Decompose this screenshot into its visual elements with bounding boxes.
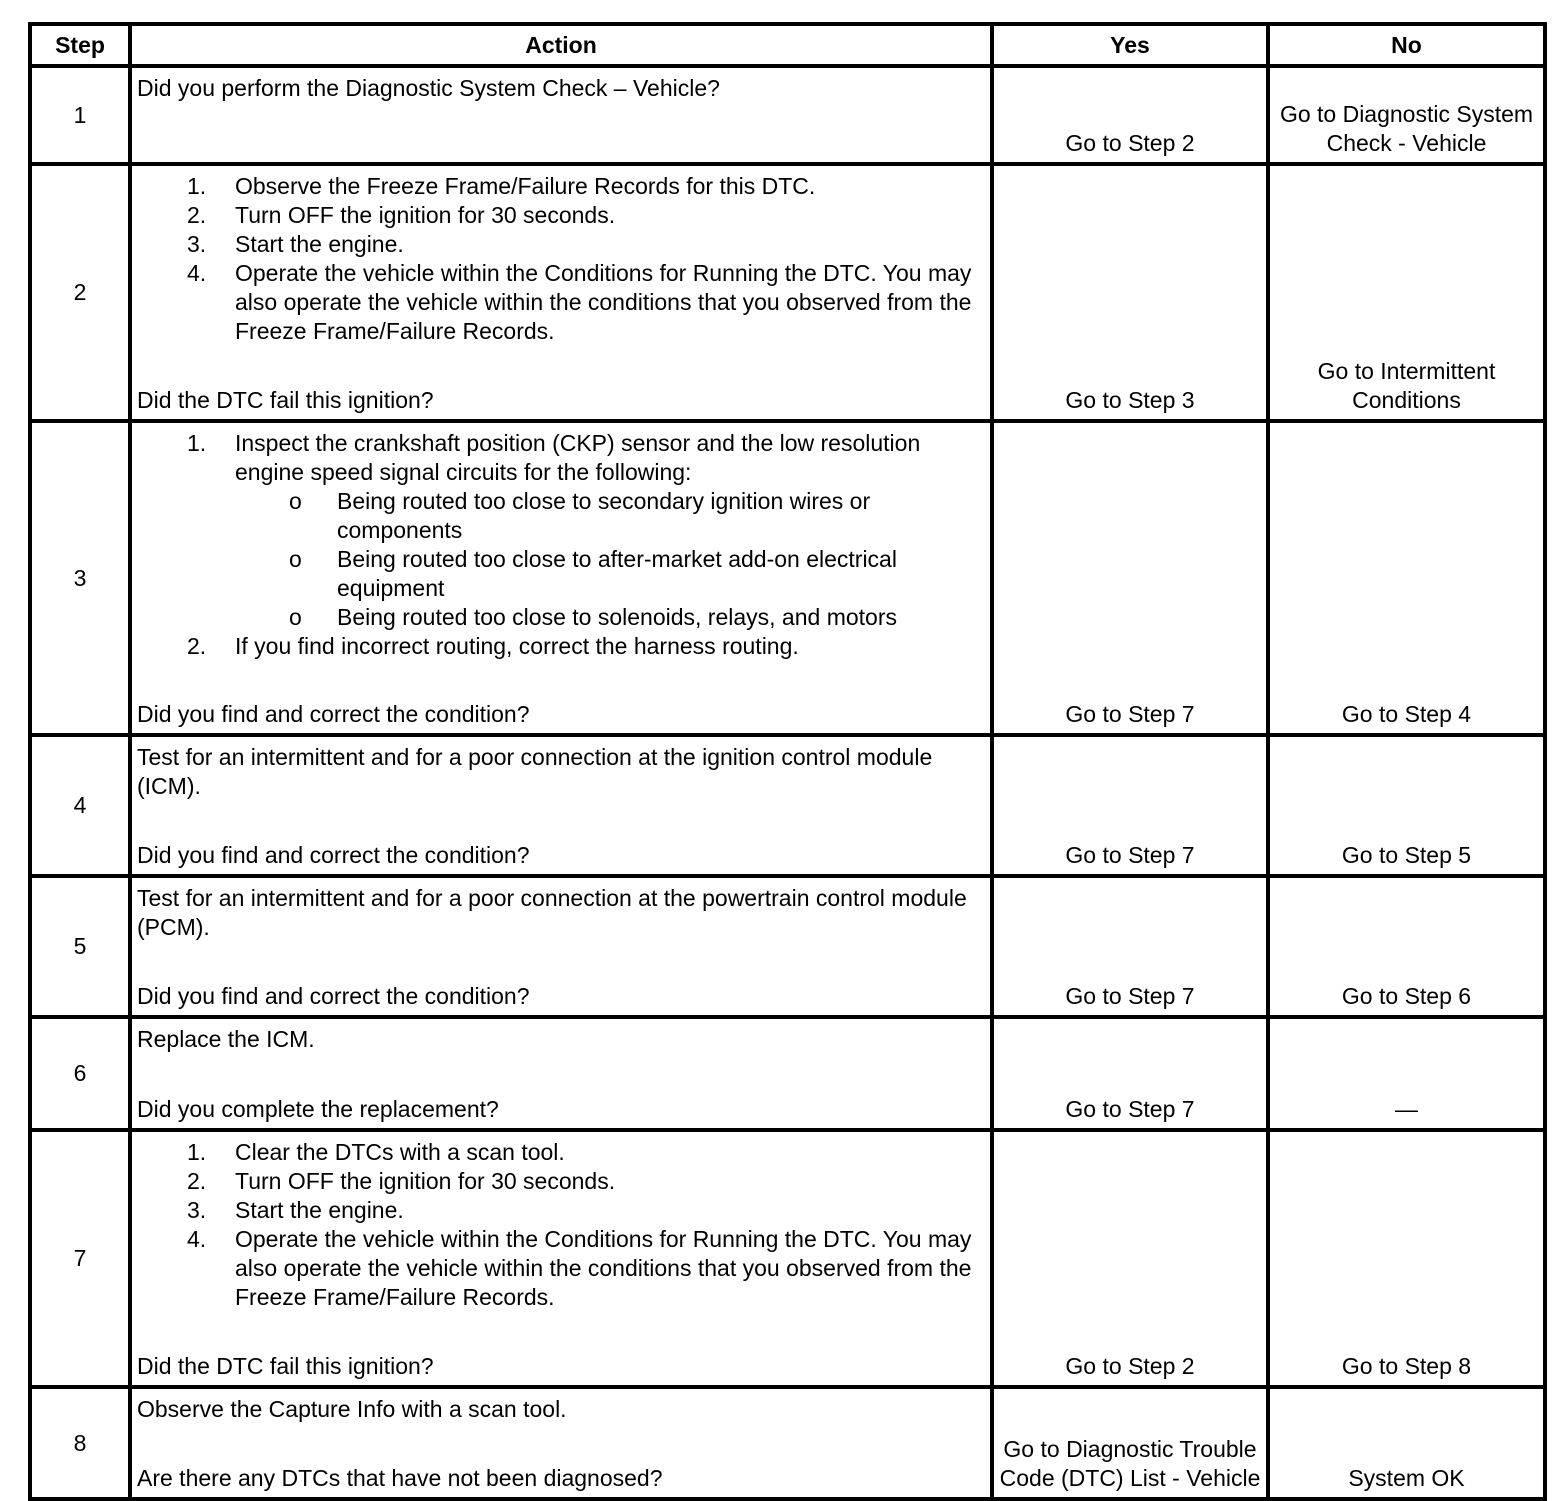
list-item: 1. Observe the Freeze Frame/Failure Records for this DTC. xyxy=(187,173,816,199)
action-cell xyxy=(130,1130,992,1387)
action-intro: Test for an intermittent and for a poor connection at the powertrain control module (PCM). xyxy=(137,885,967,940)
table-row xyxy=(30,421,1545,735)
sub-list-item: o Being routed too close to secondary ignition wires or components xyxy=(289,488,871,543)
list-item: 4. Operate the vehicle within the Conditions for Running the DTC. You may also operate the vehicle within the conditions that you observed from the Freeze Frame/Failure Records. xyxy=(187,1226,972,1310)
table-row xyxy=(30,735,1545,876)
action-cell xyxy=(130,421,992,735)
action-cell xyxy=(130,164,992,421)
action-question: Did you find and correct the condition? xyxy=(137,701,530,727)
action-steps xyxy=(137,429,986,661)
header-row xyxy=(30,24,1545,66)
action-cell xyxy=(130,1387,992,1499)
step-number: 8 xyxy=(30,1387,130,1499)
action-intro: Test for an intermittent and for a poor connection at the ignition control module (ICM). xyxy=(137,744,933,799)
step-number: 7 xyxy=(30,1130,130,1387)
yes-result: Go to Step 7 xyxy=(992,876,1268,1017)
table-row xyxy=(30,1130,1545,1387)
header-no: No xyxy=(1268,24,1545,66)
yes-result: Go to Step 7 xyxy=(992,1017,1268,1130)
list-item: 1. Inspect the crankshaft position (CKP) sensor and the low resolution engine speed signal circuits for the following: o Being routed too close to secondary ignition wires or components o Being routed too close to after-market add-on electrical equipment o Being routed too close to solenoids, relays, and motors xyxy=(137,429,986,632)
list-item: 3. Start the engine. xyxy=(187,231,404,257)
step-number: 2 xyxy=(30,164,130,421)
action-intro: Replace the ICM. xyxy=(137,1026,315,1052)
yes-result: Go to Step 2 xyxy=(992,1130,1268,1387)
no-result: — xyxy=(1268,1017,1545,1130)
action-question: Are there any DTCs that have not been diagnosed? xyxy=(137,1465,663,1491)
yes-result: Go to Step 7 xyxy=(992,735,1268,876)
sub-list-item: o Being routed too close to solenoids, relays, and motors xyxy=(289,604,897,630)
yes-result: Go to Step 2 xyxy=(992,66,1268,164)
header-action: Action xyxy=(130,24,992,66)
header-yes: Yes xyxy=(992,24,1268,66)
no-result: Go to Step 8 xyxy=(1268,1130,1545,1387)
action-cell xyxy=(130,735,992,876)
action-intro: Did you perform the Diagnostic System Check – Vehicle? xyxy=(137,75,720,101)
list-item: 3. Start the engine. xyxy=(187,1197,404,1223)
yes-result: Go to Step 7 xyxy=(992,421,1268,735)
table-row xyxy=(30,1387,1545,1499)
action-intro: Observe the Capture Info with a scan tool. xyxy=(137,1396,567,1422)
table-row xyxy=(30,164,1545,421)
no-result: Go to Step 5 xyxy=(1268,735,1545,876)
step-number: 4 xyxy=(30,735,130,876)
no-result: Go to Diagnostic System Check - Vehicle xyxy=(1268,66,1545,164)
list-item: 2. Turn OFF the ignition for 30 seconds. xyxy=(187,202,616,228)
sub-list xyxy=(137,487,986,632)
table-row xyxy=(30,876,1545,1017)
action-question: Did the DTC fail this ignition? xyxy=(137,387,434,413)
no-result: System OK xyxy=(1268,1387,1545,1499)
step-number: 6 xyxy=(30,1017,130,1130)
action-cell xyxy=(130,876,992,1017)
action-cell xyxy=(130,1017,992,1130)
list-item: 2. Turn OFF the ignition for 30 seconds. xyxy=(187,1168,616,1194)
action-question: Did the DTC fail this ignition? xyxy=(137,1353,434,1379)
no-result: Go to Intermittent Conditions xyxy=(1268,164,1545,421)
action-question: Did you find and correct the condition? xyxy=(137,842,530,868)
yes-result: Go to Diagnostic Trouble Code (DTC) List - Vehicle xyxy=(992,1387,1268,1499)
action-steps xyxy=(137,1138,986,1312)
no-result: Go to Step 6 xyxy=(1268,876,1545,1017)
list-item: 2. If you find incorrect routing, correct the harness routing. xyxy=(187,633,799,659)
step-number: 3 xyxy=(30,421,130,735)
step-number: 1 xyxy=(30,66,130,164)
table-row xyxy=(30,66,1545,164)
action-question: Did you find and correct the condition? xyxy=(137,983,530,1009)
sub-list-item: o Being routed too close to after-market add-on electrical equipment xyxy=(289,546,897,601)
action-steps xyxy=(137,172,986,346)
diagnostic-table xyxy=(28,22,1547,1501)
yes-result: Go to Step 3 xyxy=(992,164,1268,421)
diagnostic-table-page xyxy=(28,22,1543,1501)
no-result: Go to Step 4 xyxy=(1268,421,1545,735)
step-number: 5 xyxy=(30,876,130,1017)
list-item: 4. Operate the vehicle within the Conditions for Running the DTC. You may also operate the vehicle within the conditions that you observed from the Freeze Frame/Failure Records. xyxy=(187,260,972,344)
list-item: 1. Clear the DTCs with a scan tool. xyxy=(187,1139,565,1165)
action-question: Did you complete the replacement? xyxy=(137,1096,499,1122)
action-cell xyxy=(130,66,992,164)
header-step: Step xyxy=(30,24,130,66)
table-row xyxy=(30,1017,1545,1130)
